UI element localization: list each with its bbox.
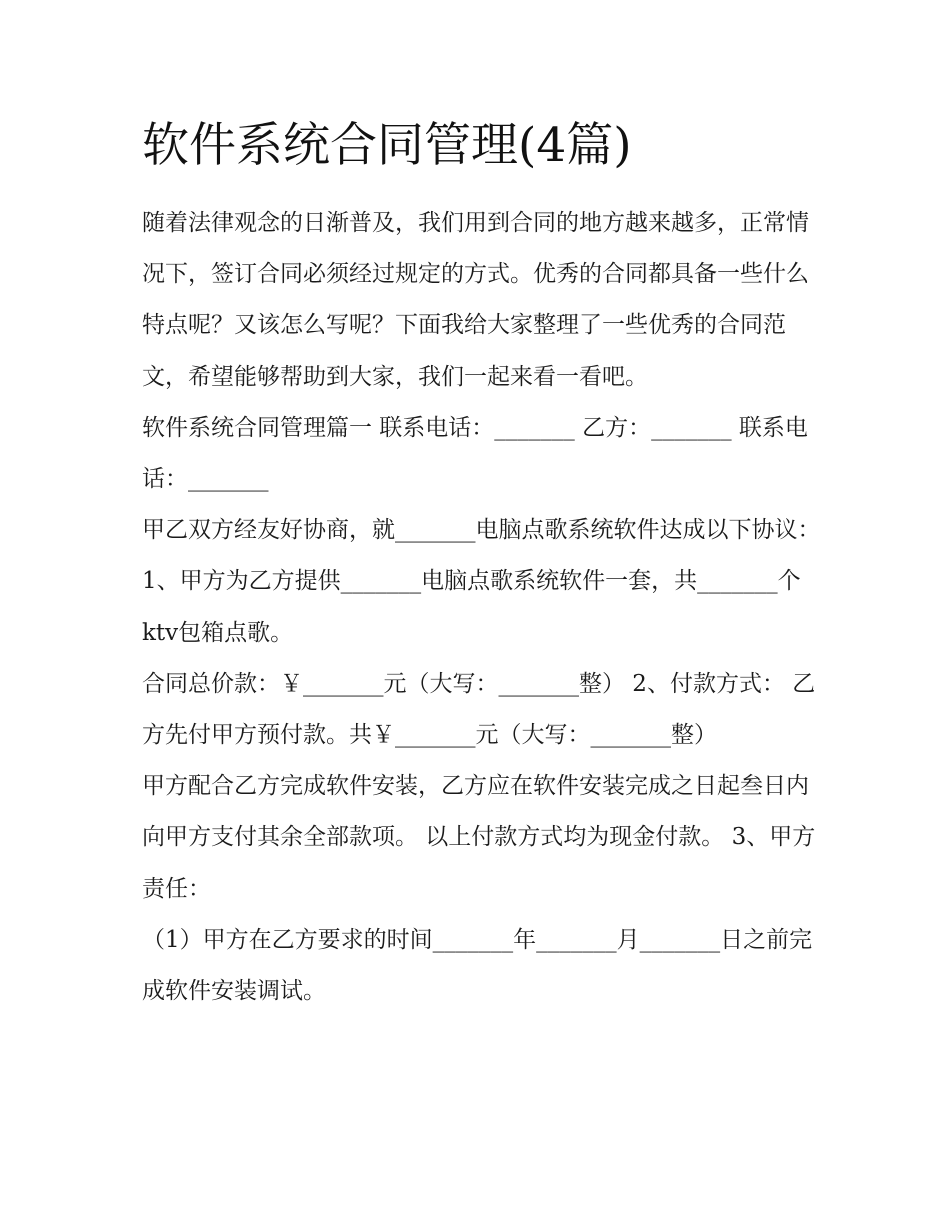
clause-1-paragraph: 1、甲方为乙方提供_______电脑点歌系统软件一套，共_______个ktv包箱点歌。 xyxy=(142,568,801,646)
page-title: 软件系统合同管理(4篇) xyxy=(142,118,632,173)
intro-paragraph: 随着法律观念的日渐普及，我们用到合同的地方越来越多，正常情况下，签订合同必须经过规定的方式。优秀的合同都具备一些什么特点呢？又该怎么写呢？下面我给大家整理了一些优秀的合同范文，希望能够帮助到大家，我们一起来看一看吧。 xyxy=(142,210,809,390)
payment-paragraph: 甲方配合乙方完成软件安装，乙方应在软件安装完成之日起叁日内向甲方支付其余全部款项。 以上付款方式均为现金付款。 3、甲方责任： xyxy=(142,773,816,902)
price-paragraph: 合同总价款：￥_______元（大写：_______整） 2、付款方式： 乙方先付甲方预付款。共￥_______元（大写：_______整） xyxy=(142,670,816,749)
contact-paragraph: 软件系统合同管理篇一 联系电话：_______ 乙方：_______ 联系电话：_______ xyxy=(142,414,808,493)
obligation-paragraph: （1）甲方在乙方要求的时间_______年_______月_______日之前完成软件安装调试。 xyxy=(142,926,813,1005)
agreement-paragraph: 甲乙双方经友好协商，就_______电脑点歌系统软件达成以下协议： xyxy=(142,517,821,544)
document-body xyxy=(142,198,822,1017)
